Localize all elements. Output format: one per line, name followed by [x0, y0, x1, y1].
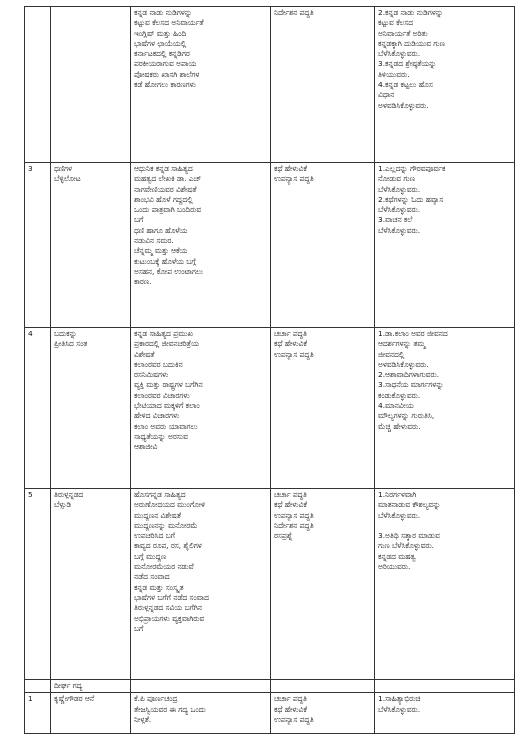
lesson-title-cell [51, 163, 131, 328]
table-row [25, 680, 515, 693]
cell-text-line: ರಸನಿಮಿಷಗಳು [134, 370, 169, 380]
cell-text-line: ನಡುವಿನ ಸಮರ. [134, 236, 174, 246]
cell-text-line: ವಿಧಾನ [378, 90, 395, 100]
cell-text-line: ಕೃಷ್ಣೇಗೌಡರ ಆನೆ [54, 694, 95, 704]
cell-text-line: 5 [28, 490, 33, 499]
cell-text-line: 3.ವಾಚನ ಕಲೆ [378, 215, 413, 225]
table-row [25, 7, 515, 163]
teaching-method-cell [271, 163, 375, 328]
cell-text-line: ಬಗೆ [134, 215, 144, 225]
cell-text-line: 3.ಕನ್ನಡದ ಶ್ರೇಷ್ಠತೆಯನ್ನು [378, 59, 437, 69]
table-row [25, 693, 515, 734]
cell-text-line: ರಸಪ್ರಶ್ನೆ [274, 531, 293, 541]
teaching-method-cell [271, 328, 375, 489]
lesson-content-cell [131, 163, 271, 328]
cell-text-line: ವಿಶೇಷತೆ [134, 349, 155, 359]
cell-text-line: ಚರ್ಚಾ ಪದ್ಧತಿ [274, 694, 307, 704]
cell-text-line: ಕನ್ನಡ ನಾಡು ನುಡಿಗಳನ್ನು [134, 8, 193, 17]
cell-text-line: ಕಾರಣ. [134, 277, 152, 287]
cell-text-line: ಕನ್ನಡ ಮತ್ತು ಸಂಸ್ಕೃತ [134, 582, 184, 592]
teaching-method-cell [271, 7, 375, 163]
lesson-content-cell [131, 328, 271, 489]
cell-text-line: ಗುಣ ಬೆಳೆಸಿಕೊಳ್ಳುವರು. [378, 541, 435, 551]
cell-text-line: ಕಥೆ ಹೇಳುವಿಕೆ [274, 704, 308, 714]
cell-text-line: ಉಪನ್ಯಾಸ ಪದ್ಧತಿ [274, 174, 314, 184]
cell-text-line: ಬೆಳ್ಸುಡಿ [54, 500, 72, 510]
cell-text-line: ತಿಳಿಯುವರು. [378, 69, 410, 79]
cell-text-line: 3.ಸಾಧನೆಯ ಮಾರ್ಗಗಳನ್ನು [378, 380, 444, 390]
cell-text-line: ಶಾಂಭವಿ ಹೊಳೆ ಗದ್ದದಲ್ಲಿ [134, 194, 193, 204]
cell-text-line: ಭೇಟಿಯಾದ ಮಕ್ಕಳಿಗೆ ಕಲಾಂ [134, 401, 200, 411]
cell-text-line: ಕಲಾಂರವರ ವಿಚಾರಗಳು [134, 390, 190, 400]
cell-text-line: ಚರ್ಚಾ ಪದ್ಧತಿ [274, 490, 307, 499]
cell-text-line: 1.ಸಾಹಿತ್ಯಾಭಿರುಚಿ [378, 694, 421, 704]
cell-text-line: ಉಪಚರಿಸಿದ ಬಗೆ [134, 531, 175, 541]
cell-text-line: ತಿರುಳ್ಗನ್ನಡದ [54, 490, 84, 499]
cell-text-line: 4.ಕನ್ನಡ ಕಟ್ಟಲು ಹೊಸ [378, 80, 433, 90]
lesson-content-cell [131, 489, 271, 680]
cell-text-line: ಕಲಾಂ ಅವರು ಯಾವಾಗಲು [134, 421, 198, 431]
cell-text-line: ನಾಗವೇಣಿಯವರ ವಿಶೇಷತೆ [134, 184, 197, 194]
cell-text-line: ಪರಕೀಯರಾಗುವ ಅಪಾಯ [134, 59, 197, 69]
cell-text-line: ಮೌಲ್ಯಗಳನ್ನು ಗುರುತಿಸಿ, [378, 411, 435, 421]
cell-text-line: ವ್ಯಕ್ತಿ ಮತ್ತು ರಾಷ್ಟ್ರಗಳ ಬಗೆಗಿನ [134, 380, 203, 390]
serial-number-cell [25, 328, 51, 489]
cell-text-line: ಪೋಷಕರು ಖಾಸಗಿ ಶಾಲೆಗಳ [134, 69, 200, 79]
learning-outcome-cell [375, 163, 515, 328]
serial-number-cell [25, 163, 51, 328]
cell-text-line: ಭಾಷೆಗಳ ಬಗೆಗೆ ನಡೆದ ಸಂವಾದ [134, 592, 209, 602]
cell-text-line: ಕಥೆ ಹೇಳುವಿಕೆ [274, 164, 308, 173]
cell-text-line: ಪ್ರೀತಿಸಿದ ಸಂತ [54, 339, 88, 349]
cell-text-line: ಇಂಗ್ಲಿಷ್ ಮತ್ತು ಹಿಂದಿ [134, 28, 187, 38]
cell-text-line: 1 [28, 694, 33, 704]
cell-text-line: ಹೇಳಿದ ವಿಚಾರಗಳು [134, 411, 180, 421]
cell-text-line: ಬೆಳೆಸಿಕೊಳ್ಳುವರು. [378, 184, 421, 194]
cell-text-line [378, 521, 511, 531]
cell-text-line: ಅಭಿಪ್ರಾಯಗಳು ವ್ಯಕ್ತವಾಗಿರುವ [134, 613, 205, 623]
cell-text-line: ಮಹತ್ವದ ಲೇಖಕಿ ಡಾ. ಎಚ್ [134, 174, 202, 184]
cell-text-line: ನಡೆದ ಸಂವಾದ [134, 572, 170, 582]
cell-text-line: 2.ಆಶಾವಾದಿಗಳಾಗುವರು. [378, 370, 440, 380]
cell-text-line: ಬಗ್ಗೆ ಮುದ್ದಣ [134, 551, 167, 561]
lesson-title-cell [51, 328, 131, 489]
cell-text-line: 4 [28, 329, 33, 338]
cell-text-line: ಭಾಷೆಗಳ ಛಾಯೆಯಲ್ಲಿ [134, 38, 187, 48]
cell-text-line: ಕಂಡುಕೊಳ್ಳುವರು. [378, 390, 421, 400]
cell-text-line: ಸಾಧ್ಯತೆಯನ್ನು ಅರಸುವ [134, 431, 188, 441]
cell-text-line: ನೋಡುವ ಗುಣ [378, 174, 415, 184]
cell-text-line: ಕೆ.ಪಿ ಪೂರ್ಣಚಂದ್ರ [134, 694, 178, 704]
teaching-method-cell [271, 680, 375, 693]
cell-text-line: ಧಣಿಗಳ [54, 164, 73, 173]
cell-text-line: ಮುದ್ದಣನನ್ನು ಮನೋರಮೆ [134, 520, 198, 530]
cell-text-line: ಅಳವಡಿಸಿಕೊಳ್ಳುವರು. [378, 100, 429, 110]
cell-text-line: ಚರ್ಚಾ ಪದ್ಧತಿ [274, 329, 307, 338]
cell-text-line: 1.ಡಾ.ಕಲಾಂ ಅವರ ಜೀವನದ [378, 329, 448, 338]
cell-text-line: ಕನ್ನಡ ಸಾಹಿತ್ಯದ ಪ್ರಮುಖ [134, 329, 193, 338]
cell-text-line: ಪ್ರಕಾರದಲ್ಲಿ ಜೀವನಚರಿತ್ರೆಯ [134, 339, 199, 349]
cell-text-line: ಕಟ್ಟುವ ಕೆಲಸದ [378, 18, 414, 28]
cell-text-line: ಮೆಚ್ಚಿ ಹೇಳುವರು. [378, 421, 421, 431]
cell-text-line: ಕಾವ್ಯದ ರೂಪ, ರಸ, ಶೈಲಿಗಳ [134, 541, 202, 551]
lesson-content-cell [131, 693, 271, 734]
cell-text-line: ಜೀವನದಲ್ಲಿ [378, 349, 405, 359]
cell-text-line: ದೀರ್ಘ ಗದ್ಯ [54, 681, 83, 690]
learning-outcome-cell [375, 680, 515, 693]
cell-text-line: ಉಪನ್ಯಾಸ ಪದ್ಧತಿ [274, 349, 314, 359]
cell-text-line: ನೀಳ್ಗತೆ. [134, 714, 152, 724]
cell-text-line: ಆಶಾಜೀವಿ [134, 442, 158, 452]
cell-text-line: 2.ಕನ್ನಡ ನಾಡು ನುಡಿಗಳನ್ನು [378, 8, 444, 17]
cell-text-line: ಆಧುನಿಕ ಕನ್ನಡ ಸಾಹಿತ್ಯದ [134, 164, 193, 173]
cell-text-line: ತಿರುಳ್ಗನ್ನಡದ ಸವಿಯ ಬಗೆಗಿನ [134, 603, 202, 613]
cell-text-line: ಕನ್ನಡಕ್ಕಾಗಿ ದುಡಿಯುವ ಗುಣ [378, 38, 445, 48]
cell-text-line: ಬೆಳೆಸಿಕೊಳ್ಳುವರು. [378, 225, 421, 235]
table-row [25, 328, 515, 489]
cell-text-line: ಕಲಾಂರವರ ಬದುಕಿನ [134, 359, 183, 369]
teaching-method-cell [271, 693, 375, 734]
serial-number-cell [25, 680, 51, 693]
serial-number-cell [25, 693, 51, 734]
lesson-title-cell [51, 489, 131, 680]
cell-text-line: 3.ಅತಿಥಿ ಸತ್ಕಾರ ಮಾಡುವ [378, 531, 440, 541]
cell-text-line: ಬೆಳೆಸಿಕೊಳ್ಳುವರು. [378, 49, 421, 59]
cell-text-line: ಉಪನ್ಯಾಸ ಪದ್ಧತಿ [274, 510, 314, 520]
learning-outcome-cell [375, 693, 515, 734]
table-row [25, 489, 515, 680]
serial-number-cell [25, 489, 51, 680]
cell-text-line: ಕಥೆ ಹೇಳುವಿಕೆ [274, 500, 308, 510]
table-row [25, 163, 515, 328]
cell-text-line: ಬದುಕನ್ನು [54, 329, 77, 338]
cell-text-line: ಬೆಳೆಸಿಕೊಳ್ಳುವರು. [378, 704, 421, 714]
lesson-title-cell [51, 693, 131, 734]
learning-outcome-cell [375, 7, 515, 163]
lesson-title-cell [51, 680, 131, 693]
cell-text-line: 2.ಕಥೆಗಳನ್ನು ಓದು ಹವ್ಯಾಸ [378, 194, 444, 204]
cell-text-line: 4.ಮಾನವೀಯ [378, 401, 414, 411]
cell-text-line: ಮುದ್ದಣನ ವಿಶೇಷತೆ [134, 510, 182, 520]
cell-text-line: ಅರುಣೋದಯದ ಮುಂಗೋಳಿ [134, 500, 205, 510]
learning-outcome-cell [375, 328, 515, 489]
cell-text-line: ಅಳವಡಿಸಿಕೊಳ್ಳುವರು. [378, 359, 429, 369]
lesson-content-cell [131, 680, 271, 693]
lesson-title-cell [51, 7, 131, 163]
cell-text-line: ಉಪನ್ಯಾಸ ಪದ್ಧತಿ [274, 714, 314, 724]
cell-text-line: ಹೊಸಗನ್ನಡ ಸಾಹಿತ್ಯದ [134, 490, 186, 499]
cell-text-line: ಬೆಳ್ಳಿಲೋಟ [54, 174, 81, 184]
cell-text-line: ಕರ್ನಾಟಕದಲ್ಲಿ ಕನ್ನಡಿಗರ [134, 49, 190, 59]
cell-text-line: ಮನೋರಮೆಯರ ನಡುವೆ [134, 562, 194, 572]
cell-text-line: ಬೆಳೆಸಿಕೊಳ್ಳುವರು. [378, 510, 421, 520]
learning-outcome-cell [375, 489, 515, 680]
cell-text-line: ಬಗೆ [134, 623, 144, 633]
teaching-method-cell [271, 489, 375, 680]
cell-text-line: 1.ಎಲ್ಲದನ್ನು ಗೌರವಪೂರ್ವಕ [378, 164, 446, 173]
lesson-plan-table [24, 6, 515, 734]
cell-text-line: ಅನಿವಾರ್ಯತೆ ಅರಿತು [378, 28, 428, 38]
cell-text-line: ನಿರ್ದೇಶನ ಪದ್ಧತಿ [274, 520, 314, 530]
cell-text-line: ಬೆಳೆಸಿಕೊಳ್ಳುವರು. [378, 205, 421, 215]
lesson-content-cell [131, 7, 271, 163]
cell-text-line: 1.ನಿರರ್ಗಳವಾಗಿ [378, 490, 417, 499]
cell-text-line: ಕಡೆ ಹೋಗಲು ಕಾರಣಗಳು [134, 80, 196, 90]
cell-text-line: ನಿರ್ದೇಶನ ಪದ್ಧತಿ [274, 8, 314, 17]
cell-text-line: ಕುಟುಂಬಕ್ಕೆ ಹೊಳೆಯ ಬಗ್ಗೆ [134, 256, 196, 266]
cell-text-line: ಒಂದು ಪಾತ್ರವಾಗಿ ಬಂದಿರುವ [134, 205, 202, 215]
cell-text-line: ಕಥೆ ಹೇಳುವಿಕೆ [274, 339, 308, 349]
cell-text-line: ತೇಜಸ್ವಿಯವರ ಈ ಗದ್ಯ ಒಂದು [134, 704, 206, 714]
cell-text-line: ಮಾತನಾಡುವ ಕೌಶಲ್ಯವನ್ನು [378, 500, 441, 510]
cell-text-line: ಕನ್ನಡದ ಮಹತ್ವ [378, 551, 416, 561]
cell-text-line: ಧಣಿ ಹಾಗೂ ಹೊಳೆಯ [134, 225, 188, 235]
cell-text-line: ಕಟ್ಟುವ ಕೆಲಸದ ಅನಿವಾರ್ಯತೆ [134, 18, 204, 28]
cell-text-line: ಆದರ್ಶಗಳನ್ನು ತಮ್ಮ [378, 339, 426, 349]
serial-number-cell [25, 7, 51, 163]
cell-text-line: ಅರಿಯುವರು. [378, 562, 411, 572]
cell-text-line: 3 [28, 164, 33, 173]
cell-text-line: ಅಸಹನ, ಕೋಪ ಉಂಟಾಗಲು [134, 266, 203, 276]
cell-text-line: ಚೆನ್ನಮ್ಮ ಮತ್ತು ಆಕೆಯ [134, 246, 188, 256]
